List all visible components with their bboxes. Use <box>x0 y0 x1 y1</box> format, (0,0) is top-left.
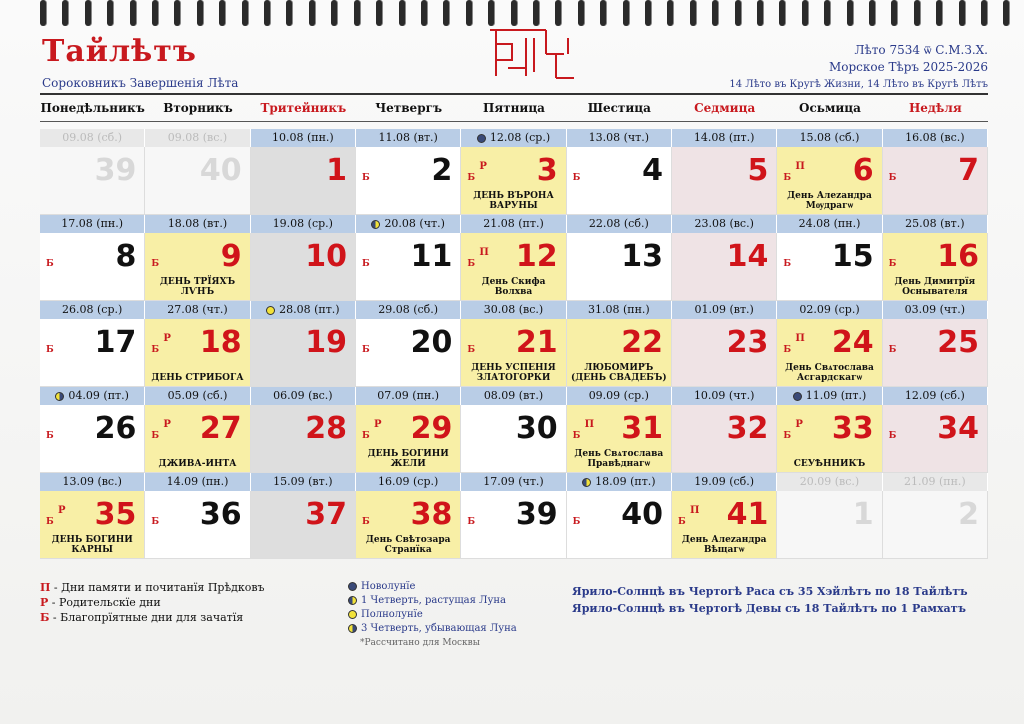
date-label: 14.08 (пт.) <box>672 129 777 147</box>
date-label: 10.09 (чт.) <box>672 387 777 405</box>
holiday-note: День Свѧтослава Асгардскагѡ <box>785 363 874 383</box>
holiday-note: День Алеzандра Вѣщагѡ <box>681 535 767 555</box>
holiday-note: День Свѧтослава Правѣднагѡ <box>574 449 664 469</box>
header-divider <box>40 93 988 95</box>
day-cell[interactable] <box>356 233 461 301</box>
day-number: 3 <box>536 153 558 188</box>
day-number: 22 <box>621 325 663 360</box>
spiral-ring <box>578 0 584 26</box>
day-cell[interactable] <box>461 491 566 559</box>
date-label: 14.09 (пн.) <box>145 473 250 491</box>
day-number: 18 <box>199 325 242 360</box>
conception-mark: Б <box>783 431 792 441</box>
holiday-note: День Димитрїя Оснывателя <box>894 277 976 297</box>
date-label: 11.08 (вт.) <box>356 129 461 147</box>
legend-parents: Р - Родительскїе дни <box>40 596 161 609</box>
day-type-mark: Р <box>374 419 382 430</box>
conception-mark: Б <box>362 345 370 355</box>
date-label: 28.08 (пт.) <box>251 301 356 319</box>
date-label: 15.08 (сб.) <box>777 129 882 147</box>
day-number: 29 <box>410 411 453 446</box>
spiral-ring <box>802 0 808 26</box>
last-moon-icon <box>55 392 64 401</box>
holiday-note: ДЕНЬ БОГИНИ ЖЕЛИ <box>367 449 449 469</box>
date-label: 17.09 (чт.) <box>461 473 566 491</box>
day-number: 2 <box>431 153 453 188</box>
day-cell[interactable] <box>777 405 882 473</box>
spiral-ring <box>331 0 337 26</box>
day-cell[interactable] <box>251 233 356 301</box>
spiral-ring <box>85 0 91 26</box>
day-number: 4 <box>642 153 663 188</box>
day-cell[interactable] <box>567 405 672 473</box>
date-label: 24.08 (пн.) <box>777 215 882 233</box>
date-label: 27.08 (чт.) <box>145 301 250 319</box>
day-number: 23 <box>726 325 769 360</box>
date-label: 09.08 (вс.) <box>145 129 250 147</box>
day-cell[interactable] <box>672 319 777 387</box>
sun-line-2: Ярило-Солнцѣ въ Чертогѣ Девы съ 18 Тайлѣтъ по 1 Рамхатъ <box>572 602 966 615</box>
holiday-note: ДЕНЬ УСПЕНІЯ ЗЛАТОГОРКИ <box>471 363 556 383</box>
weekday-label: Понедѣльникъ <box>40 101 145 115</box>
conception-mark: Б <box>572 517 581 527</box>
day-cell[interactable] <box>777 233 882 301</box>
spiral-ring <box>959 0 965 26</box>
date-label: 21.09 (пн.) <box>883 473 988 491</box>
moon-footnote: *Рассчитано для Москвы <box>360 638 480 648</box>
spiral-ring <box>1003 0 1009 26</box>
day-cell[interactable] <box>251 147 356 215</box>
spiral-ring <box>309 0 315 26</box>
date-label: 04.09 (пт.) <box>40 387 145 405</box>
spiral-ring <box>735 0 741 26</box>
date-label: 30.08 (вс.) <box>461 301 566 319</box>
day-type-mark: П <box>584 419 595 430</box>
conception-mark: Б <box>783 173 792 183</box>
conception-mark: Б <box>151 517 160 527</box>
date-label: 05.09 (сб.) <box>145 387 250 405</box>
day-number: 39 <box>515 497 558 532</box>
day-cell[interactable] <box>461 405 566 473</box>
day-number: 13 <box>621 239 663 274</box>
day-number: 5 <box>747 153 769 188</box>
date-label: 07.09 (пн.) <box>356 387 461 405</box>
weekday-header-row <box>40 101 988 115</box>
day-cell[interactable] <box>567 491 672 559</box>
legend-memory: П - Дни памяти и почитанїя Прѣдковъ <box>40 581 265 594</box>
day-cell[interactable] <box>672 405 777 473</box>
conception-mark: Б <box>467 517 476 527</box>
day-cell[interactable] <box>883 233 988 301</box>
day-cell[interactable] <box>251 319 356 387</box>
moon-legend <box>348 580 517 650</box>
day-type-mark: П <box>690 505 700 516</box>
day-cell[interactable] <box>567 147 672 215</box>
circle-line: Морское Тѣръ 2025-2026 <box>828 60 988 74</box>
conception-mark: Б <box>888 259 897 269</box>
day-cell[interactable] <box>145 405 250 473</box>
date-label: 21.08 (пт.) <box>461 215 566 233</box>
day-number: 9 <box>220 239 242 274</box>
spiral-ring <box>690 0 696 26</box>
date-label: 03.09 (чт.) <box>883 301 988 319</box>
day-number: 37 <box>305 497 347 532</box>
day-number: 17 <box>94 325 137 360</box>
holiday-note: ДЕНЬ БОГИНИ КАРНЫ <box>51 535 133 555</box>
spiral-ring <box>264 0 270 26</box>
holiday-note: День Свѣтозара Странїка <box>365 535 451 555</box>
date-label: 16.09 (ср.) <box>356 473 461 491</box>
spiral-ring <box>399 0 405 26</box>
day-type-mark: П <box>479 247 489 258</box>
date-label: 26.08 (ср.) <box>40 301 145 319</box>
rune-logo-icon <box>486 24 580 82</box>
sun-legend <box>572 583 968 617</box>
spiral-ring <box>242 0 248 26</box>
day-type-mark: Р <box>163 333 171 344</box>
day-number: 35 <box>94 497 137 532</box>
date-label: 29.08 (сб.) <box>356 301 461 319</box>
spiral-ring <box>914 0 920 26</box>
holiday-note: ЛЮБОМИРЪ (ДЕНЬ СВАДЕБЪ) <box>570 363 667 383</box>
conception-mark: Б <box>888 345 897 355</box>
date-label: 15.09 (вт.) <box>251 473 356 491</box>
spiral-ring <box>623 0 629 26</box>
conception-mark: Б <box>362 431 370 441</box>
full-moon-icon <box>348 610 357 619</box>
day-cell[interactable] <box>461 319 566 387</box>
day-cell[interactable] <box>672 147 777 215</box>
spiral-ring <box>891 0 897 26</box>
day-cell[interactable] <box>567 319 672 387</box>
day-number: 40 <box>199 153 242 188</box>
date-label: 25.08 (вт.) <box>883 215 988 233</box>
day-number: 24 <box>831 325 874 360</box>
day-cell[interactable] <box>145 233 250 301</box>
spiral-ring <box>152 0 158 26</box>
spiral-ring <box>757 0 763 26</box>
weekday-label: Шестица <box>587 101 651 115</box>
conception-mark: Б <box>362 173 370 183</box>
spiral-ring <box>443 0 449 26</box>
spiral-ring <box>712 0 718 26</box>
conception-mark: Б <box>888 173 897 183</box>
day-number: 11 <box>410 239 453 274</box>
day-type-mark: Р <box>795 419 803 430</box>
moon-first-entry: 1 Четверть, растущая Луна <box>348 594 517 608</box>
day-number: 40 <box>621 497 663 532</box>
legend-conception: Б - Благопрїятные дни для зачатїя <box>40 611 244 624</box>
conception-mark: Б <box>46 345 54 355</box>
holiday-note: ДЕНЬ ТРЇЯХЪ ЛѴНЪ <box>159 277 236 297</box>
date-label: 01.09 (вт.) <box>672 301 777 319</box>
new-moon-icon <box>477 134 486 143</box>
day-number: 27 <box>199 411 242 446</box>
date-label: 20.08 (чт.) <box>356 215 461 233</box>
day-type-mark: Р <box>58 505 66 516</box>
holiday-note: ДЕНЬ ВЪРОНА ВАРУНЫ <box>473 191 554 211</box>
weekday-label: Недѣля <box>908 101 962 115</box>
day-cell[interactable] <box>883 491 988 559</box>
day-cell[interactable] <box>251 491 356 559</box>
spiral-ring <box>219 0 225 26</box>
date-label: 13.08 (чт.) <box>567 129 672 147</box>
spiral-ring <box>555 0 561 26</box>
page-subtitle: Сороковникъ Завершенія Лѣта <box>42 76 239 90</box>
weekday-label: Четвергъ <box>375 101 443 115</box>
day-number: 28 <box>305 411 347 446</box>
day-number: 39 <box>94 153 137 188</box>
date-label: 11.09 (пт.) <box>777 387 882 405</box>
conception-mark: Б <box>362 259 370 269</box>
weekday-divider <box>40 121 988 122</box>
weekday-label: Седмица <box>694 101 756 115</box>
spiral-ring <box>779 0 785 26</box>
day-number: 41 <box>726 497 769 532</box>
weekday-label: Осьмица <box>799 101 861 115</box>
day-number: 21 <box>515 325 558 360</box>
day-cell[interactable] <box>251 405 356 473</box>
day-number: 10 <box>305 239 347 274</box>
day-number: 34 <box>937 411 979 446</box>
weekday-label: Тритейникъ <box>260 101 347 115</box>
day-number: 33 <box>831 411 874 446</box>
day-number: 7 <box>958 153 979 188</box>
spiral-ring <box>197 0 203 26</box>
spiral-ring <box>174 0 180 26</box>
day-number: 1 <box>852 497 874 532</box>
date-label: 16.08 (вс.) <box>883 129 988 147</box>
date-label: 20.09 (вс.) <box>777 473 882 491</box>
date-label: 09.09 (ср.) <box>567 387 672 405</box>
moon-full-entry: Полнолунїе <box>348 608 517 622</box>
holiday-note: ДЖИВА-ИНТА <box>158 459 237 469</box>
day-cell[interactable] <box>777 491 882 559</box>
conception-mark: Б <box>151 431 160 441</box>
day-cell[interactable] <box>567 233 672 301</box>
last-quarter-moon-icon <box>348 624 357 633</box>
day-number: 15 <box>831 239 874 274</box>
date-label: 23.08 (вс.) <box>672 215 777 233</box>
conception-mark: Б <box>572 173 581 183</box>
spiral-ring <box>824 0 830 26</box>
conception-mark: Б <box>467 259 476 269</box>
first-moon-icon <box>582 478 591 487</box>
day-cell[interactable] <box>356 405 461 473</box>
day-number: 1 <box>326 153 347 188</box>
day-number: 2 <box>958 497 979 532</box>
day-cell[interactable] <box>883 147 988 215</box>
moon-new-entry: Новолунїе <box>348 580 517 594</box>
date-label: 18.09 (пт.) <box>567 473 672 491</box>
day-type-mark: П <box>795 161 805 172</box>
conception-mark: Б <box>46 517 54 527</box>
page-title: Тайлѣтъ <box>42 34 197 69</box>
spiral-ring <box>421 0 427 26</box>
conception-mark: Б <box>467 345 476 355</box>
day-number: 32 <box>726 411 769 446</box>
spiral-ring <box>645 0 651 26</box>
conception-mark: Б <box>362 517 370 527</box>
day-number: 36 <box>199 497 242 532</box>
day-number: 14 <box>726 239 769 274</box>
day-cell[interactable] <box>883 405 988 473</box>
spiral-ring <box>600 0 606 26</box>
day-cell[interactable] <box>40 491 145 559</box>
day-type-mark: Р <box>163 419 171 430</box>
day-cell[interactable] <box>145 147 250 215</box>
date-label: 08.09 (вт.) <box>461 387 566 405</box>
day-number: 31 <box>621 411 663 446</box>
spiral-ring <box>667 0 673 26</box>
first-quarter-moon-icon <box>348 596 357 605</box>
sun-line-1: Ярило-Солнцѣ въ Чертогѣ Раса съ 35 Хэйлѣтъ по 18 Тайлѣтъ <box>572 585 968 598</box>
spiral-ring <box>847 0 853 26</box>
first-moon-icon <box>371 220 380 229</box>
spiral-ring <box>376 0 382 26</box>
day-cell[interactable] <box>40 233 145 301</box>
day-cell[interactable] <box>777 319 882 387</box>
spiral-ring <box>354 0 360 26</box>
day-cell[interactable] <box>777 147 882 215</box>
conception-mark: Б <box>151 345 160 355</box>
day-cell[interactable] <box>145 319 250 387</box>
calendar-grid <box>40 129 988 559</box>
spiral-ring <box>936 0 942 26</box>
conception-mark: Б <box>783 259 792 269</box>
spiral-ring <box>40 0 46 26</box>
day-number: 26 <box>94 411 137 446</box>
date-label: 13.09 (вс.) <box>40 473 145 491</box>
date-label: 10.08 (пн.) <box>251 129 356 147</box>
moon-last-entry: 3 Четверть, убывающая Луна <box>348 622 517 636</box>
day-number: 38 <box>410 497 453 532</box>
conception-mark: Б <box>783 345 792 355</box>
day-cell[interactable] <box>145 491 250 559</box>
day-number: 8 <box>115 239 137 274</box>
holiday-note: СЕУѢННИКЪ <box>793 459 866 469</box>
day-cell[interactable] <box>40 405 145 473</box>
spiral-ring <box>107 0 113 26</box>
spiral-ring <box>981 0 987 26</box>
day-number: 19 <box>305 325 347 360</box>
date-label: 06.09 (вс.) <box>251 387 356 405</box>
full-moon-icon <box>266 306 275 315</box>
date-label: 31.08 (пн.) <box>567 301 672 319</box>
day-number: 12 <box>515 239 558 274</box>
date-label: 22.08 (сб.) <box>567 215 672 233</box>
holiday-note: День Скифа Волхва <box>481 277 546 297</box>
day-cell[interactable] <box>883 319 988 387</box>
spiral-ring <box>62 0 68 26</box>
spiral-ring <box>511 0 517 26</box>
day-cell[interactable] <box>461 233 566 301</box>
conception-mark: Б <box>46 431 54 441</box>
day-type-mark: П <box>795 333 805 344</box>
spiral-ring <box>533 0 539 26</box>
day-cell[interactable] <box>40 319 145 387</box>
conception-mark: Б <box>467 173 476 183</box>
date-label: 19.08 (ср.) <box>251 215 356 233</box>
year-line: Лѣто 7534 ѿ С.М.З.Х. <box>854 43 988 57</box>
new-moon-icon <box>793 392 802 401</box>
spiral-ring <box>130 0 136 26</box>
day-number: 20 <box>410 325 453 360</box>
holiday-note: День Алеzандра Мѹдрагѡ <box>787 191 872 211</box>
conception-mark: Б <box>678 517 686 527</box>
date-label: 12.09 (сб.) <box>883 387 988 405</box>
date-label: 18.08 (вт.) <box>145 215 250 233</box>
day-number: 30 <box>515 411 558 446</box>
life-circle-line: 14 Лѣто въ Кругѣ Жизни, 14 Лѣто въ Кругѣ Лѣтъ <box>729 79 988 90</box>
day-cell[interactable] <box>461 147 566 215</box>
spiral-ring <box>488 0 494 26</box>
date-label: 02.09 (ср.) <box>777 301 882 319</box>
date-label: 09.08 (сб.) <box>40 129 145 147</box>
spiral-ring <box>466 0 472 26</box>
conception-mark: Б <box>888 431 897 441</box>
conception-mark: Б <box>572 431 581 441</box>
conception-mark: Б <box>151 259 160 269</box>
day-cell[interactable] <box>672 491 777 559</box>
holiday-note: ДЕНЬ СТРИБОГА <box>151 373 244 383</box>
weekday-label: Пятница <box>483 101 545 115</box>
date-label: 12.08 (ср.) <box>461 129 566 147</box>
day-cell[interactable] <box>356 319 461 387</box>
marks-legend <box>40 580 265 625</box>
date-label: 19.09 (сб.) <box>672 473 777 491</box>
new-moon-icon <box>348 582 357 591</box>
day-number: 6 <box>852 153 874 188</box>
day-type-mark: Р <box>479 161 487 172</box>
date-label: 17.08 (пн.) <box>40 215 145 233</box>
spiral-ring <box>869 0 875 26</box>
spiral-ring <box>286 0 292 26</box>
weekday-label: Вторникъ <box>163 101 233 115</box>
day-cell[interactable] <box>356 147 461 215</box>
day-number: 25 <box>937 325 979 360</box>
day-number: 16 <box>937 239 979 274</box>
day-cell[interactable] <box>356 491 461 559</box>
day-cell[interactable] <box>672 233 777 301</box>
conception-mark: Б <box>46 259 54 269</box>
day-cell[interactable] <box>40 147 145 215</box>
year-info <box>729 42 988 93</box>
